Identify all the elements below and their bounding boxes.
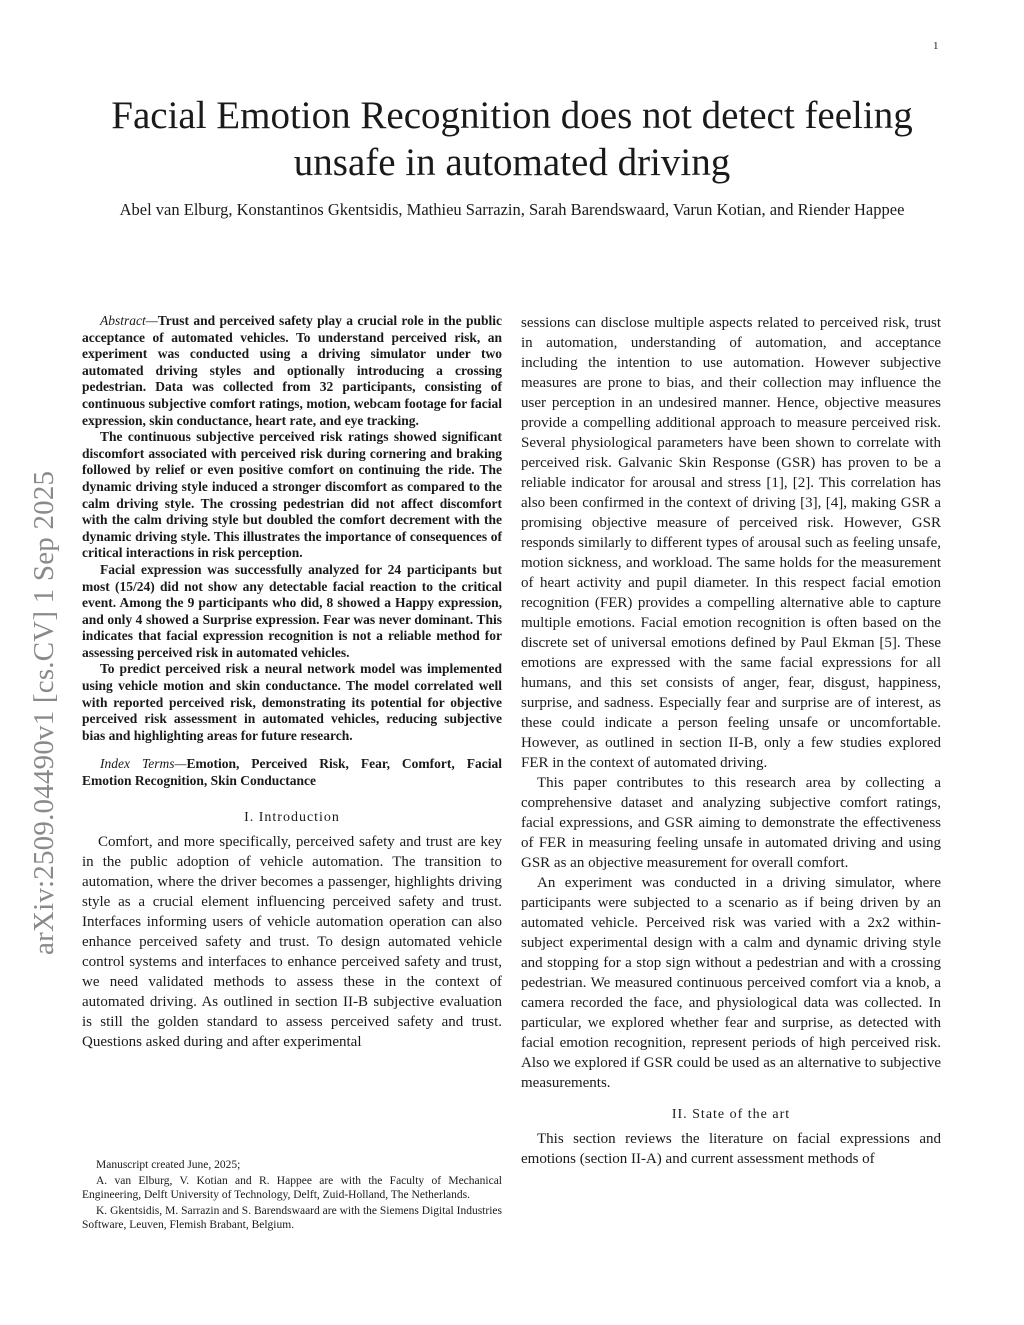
index-terms [82,756,502,789]
abstract-paragraph: To predict perceived risk a neural network model was implemented using vehicle motion and skin conductance. The model correlated well with reported perceived risk, demonstrating its potential for objective perceived risk assessment in automated vehicles, reducing subjective bias and highlighting areas for future research. [82,661,502,743]
introduction-body [82,832,502,1052]
footnote: Manuscript created June, 2025; [96,1159,241,1171]
index-terms-label: Index Terms— [100,756,187,772]
section-heading-state-of-the-art: II. State of the art [671,1107,791,1122]
footnote: K. Gkentsidis, M. Sarrazin and S. Barendswaard are with the Siemens Digital Industries Software, Leuven, Flemish Brabant, Belgium. [82,1205,502,1231]
page-number: 1 [933,40,939,52]
paper-title: Facial Emotion Recognition does not detect feeling unsafe in automated driving [111,94,913,184]
author-list: Abel van Elburg, Konstantinos Gkentsidis, Mathieu Sarrazin, Sarah Barendswaard, Varun Kotian, and Riender Happee [119,200,905,219]
body-paragraph: This paper contributes to this research area by collecting a comprehensive dataset and analyzing subjective comfort ratings, facial expressions, and GSR aiming to demonstrate the effectiveness of FER in measuring feeling unsafe in automated driving and using GSR as an objective measurement for overall comfort. [521,775,941,871]
footnotes [82,1158,502,1234]
abstract-paragraph: Facial expression was successfully analyzed for 24 participants but most (15/24) did not show any detectable facial reaction to the critical event. Among the 9 participants who did, 8 showed a Happy expression, and only 4 showed a Surprise expression. Fear was never dominant. This indicates that facial expression recognition is not a reliable method for assessing perceived risk in automated vehicles. [82,561,502,660]
body-paragraph: sessions can disclose multiple aspects related to perceived risk, trust in automation, understanding of automation, and acceptance including the intention to use automation. However subjective measures are prone to bias, and their collection may influence the user perception in an undesired manner. Hence, objective measures provide a compelling additional approach to measure perceived risk. Several physiological parameters have been shown to correlate with perceived risk. Galvanic Skin Response (GSR) has proven to be a reliable indicator for arousal and stress [1], [2]. This correlation has also been confirmed in the context of driving [3], [4], making GSR a promising objective measure of perceived risk. However, GSR responds similarly to different types of arousal such as feeling unsafe, motion sickness, and workload. The same holds for the measurement of heart activity and pupil diameter. In this respect facial emotion recognition (FER) provides a compelling alternative able to capture multiple emotions. Facial emotion recognition is often based on the discrete set of universal emotions defined by Paul Ekman [5]. These emotions are expressed with the same facial expressions for all humans, and this set consists of anger, fear, disgust, happiness, surprise, and sadness. Especially fear and surprise are of interest, as these could indicate a person feeling unsafe or uncomfortable. However, as outlined in section II-B, only a few studies explored FER in the context of automated driving. [521,315,941,771]
abstract [82,313,502,790]
body-paragraph: Comfort, and more specifically, perceived safety and trust are key in the public adoption of vehicle automation. The transition to automation, where the driver becomes a passenger, highlights driving style as a crucial element influencing perceived safety and trust. Interfaces informing users of vehicle automation operation can also enhance perceived safety and trust. To design automated vehicle control systems and interfaces to enhance perceived safety and trust, we need validated methods to assess these in the context of automated driving. As outlined in section II-B subjective evaluation is still the golden standard to assess perceived safety and trust. Questions asked during and after experimental [82,833,502,1050]
abstract-paragraph [82,313,502,429]
right-column [521,313,941,1169]
abstract-text: Trust and perceived safety play a crucial role in the public acceptance of automated vehicles. To understand perceived risk, an experiment was conducted using a driving simulator under two automated driving styles and optionally introducing a crossing pedestrian. Data was collected from 32 participants, consisting of continuous subjective comfort ratings, motion, webcam footage for facial expression, skin conductance, heart rate, and eye tracking. [82,313,502,428]
body-paragraph: This section reviews the literature on facial expressions and emotions (section II-A) and current assessment methods of [521,1131,941,1167]
index-terms-text: Emotion, Perceived Risk, Fear, Comfort, Facial Emotion Recognition, Skin Conductance [82,756,502,789]
body-paragraph: An experiment was conducted in a driving simulator, where participants were subjected to a scenario as if being driven by an automated vehicle. Perceived risk was varied with a 2x2 within-subject experimental design with a calm and dynamic driving style and stopping for a stop sign without a pedestrian and with a crossing pedestrian. We measured continuous perceived comfort via a knob, a camera recorded the face, and physiological data was collected. In particular, we explored whether fear and surprise, as detected with facial emotion recognition, represent periods of high perceived risk. Also we explored if GSR could be used as an alternative to subjective measurements. [521,875,941,1091]
section-heading-introduction: I. Introduction [244,809,340,825]
left-column [82,313,502,1052]
abstract-label: Abstract— [100,313,158,328]
abstract-paragraph: The continuous subjective perceived risk ratings showed significant discomfort associated with perceived risk during cornering and braking followed by relief or even positive comfort on continuing the ride. The dynamic driving style induced a stronger discomfort as compared to the calm driving style. The crossing pedestrian did not affect discomfort with the calm driving style but doubled the comfort decrement with the dynamic driving style. This illustrates the importance of consequences of critical interactions in risk perception. [82,429,502,561]
arxiv-identifier: arXiv:2509.04490v1 [cs.CV] 1 Sep 2025 [28,470,60,955]
footnote: A. van Elburg, V. Kotian and R. Happee are with the Faculty of Mechanical Engineering, Delft University of Technology, Delft, Zuid-Holland, The Netherlands. [82,1175,502,1201]
